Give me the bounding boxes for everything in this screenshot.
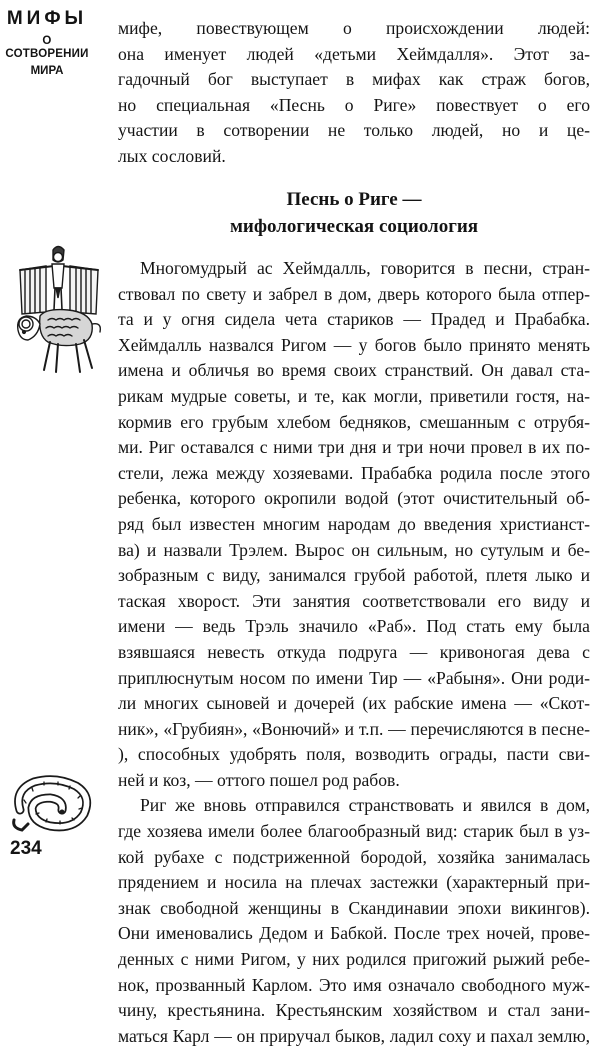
text-line: Хеймдалль назвался Ригом — у богов было принято менять bbox=[118, 334, 590, 355]
text-line: ствовал по свету и забрел в дом, дверь которого была отпер- bbox=[118, 283, 590, 304]
text-line: она именует людей «детьми Хеймдалля». Этот за- bbox=[118, 43, 590, 64]
text-line: имена и обличья во время своих странствий. Он давал ста- bbox=[118, 360, 590, 381]
running-header-subtitle-2: МИРА bbox=[30, 65, 64, 78]
text-line: таская хворост. Эти занятия соответствовали его виду и bbox=[118, 590, 590, 611]
text-line: зобразным с виду, занимался грубой работой, плетя лыко и bbox=[118, 565, 590, 586]
text-line: ней и коз, — оттого пошел род рабов. bbox=[118, 769, 400, 790]
top-paragraph bbox=[118, 16, 590, 170]
text-line: чину, крестьянина. Крестьянским хозяйством и стал зани- bbox=[118, 1000, 590, 1021]
text-line: взявшаяся невесть откуда подруга — кривоногая дева с bbox=[118, 641, 590, 662]
figure-woman-on-ram-illustration bbox=[10, 244, 110, 376]
running-header bbox=[4, 8, 90, 79]
text-line: мифе, повествующем о происхождении людей: bbox=[118, 18, 590, 38]
text-line: стели, лежа между хозяевами. Прабабка родила после этого bbox=[118, 462, 590, 483]
text-line: ), способных удобрять поля, возводить ограды, пасти сви- bbox=[118, 744, 590, 765]
text-line: ребенка, которого окропили водой (этот очистительный об- bbox=[118, 488, 590, 509]
text-line: кормив его грубым хлебом бедняков, смешанным с отрубя- bbox=[118, 411, 590, 432]
text-line: где хозяева имели более благообразный вид: старик был в уз- bbox=[118, 821, 590, 842]
running-header-title: МИФЫ bbox=[6, 8, 88, 29]
section-heading-line-1: Песнь о Риге — bbox=[286, 189, 422, 210]
text-line: ми. Риг оставался с ними три дня и три ночи провел в их по- bbox=[118, 437, 590, 458]
page-number: 234 bbox=[10, 838, 42, 859]
text-line: кой рубахе с подстриженной бородой, хозяйка занималась bbox=[118, 846, 590, 867]
text-line: Многомудрый ас Хеймдалль, говорится в песни, стран- bbox=[140, 258, 590, 278]
text-line: лых сословий. bbox=[118, 145, 226, 166]
text-line: та и у огня сидела чета стариков — Прадед и Прабабка. bbox=[118, 309, 590, 330]
text-line: имени — ведь Трэль значило «Раб». Под стать ему была bbox=[118, 616, 590, 637]
text-line: приплюснутым носом по имени Тир — «Рабыня». Они роди- bbox=[118, 667, 590, 688]
text-line: ряд был известен многим народам до введения христианст- bbox=[118, 513, 590, 534]
text-line: Риг же вновь отправился странствовать и явился в дом, bbox=[140, 795, 590, 816]
text-line: но специальная «Песнь о Риге» повествует о его bbox=[118, 94, 590, 115]
running-header-subtitle-1: О СОТВОРЕНИИ bbox=[5, 34, 89, 61]
text-line: нок, прозванный Карлом. Это имя означало свободного муж- bbox=[118, 974, 590, 995]
text-line: знак свободной женщины в Скандинавии эпохи викингов). bbox=[118, 897, 590, 918]
text-line: участии в сотворении не только людей, но и це- bbox=[118, 120, 590, 141]
text-line: ник», «Грубиян», «Вонючий» и т.п. — перечисляются в песне- bbox=[118, 718, 590, 739]
text-line: Они именовались Дедом и Бабкой. После трех ночей, прове- bbox=[118, 923, 590, 944]
section-heading bbox=[118, 186, 590, 240]
runic-serpent-illustration bbox=[10, 770, 96, 834]
text-line: рикам мудрые советы, и те, как могли, приветили гостя, на- bbox=[118, 385, 590, 406]
section-heading-line-2: мифологическая социология bbox=[229, 216, 479, 237]
text-line: денных с ними Ригом, у них родился пригожий рыжий ребе- bbox=[118, 949, 590, 970]
text-line: ли многих сыновей и дочерей (их рабские имена — «Скот- bbox=[118, 693, 590, 714]
text-line: гадочный бог выступает в мифах как страж богов, bbox=[118, 69, 590, 90]
text-line: маться Карл — он приручал быков, ладил соху и пахал землю, bbox=[118, 1025, 590, 1046]
text-line: ва) и назвали Трэлем. Вырос он сильным, но сутулым и бе- bbox=[118, 539, 590, 560]
text-line: прядением и носила на плечах застежки (характерный при- bbox=[118, 872, 590, 893]
body-text bbox=[118, 256, 590, 1049]
